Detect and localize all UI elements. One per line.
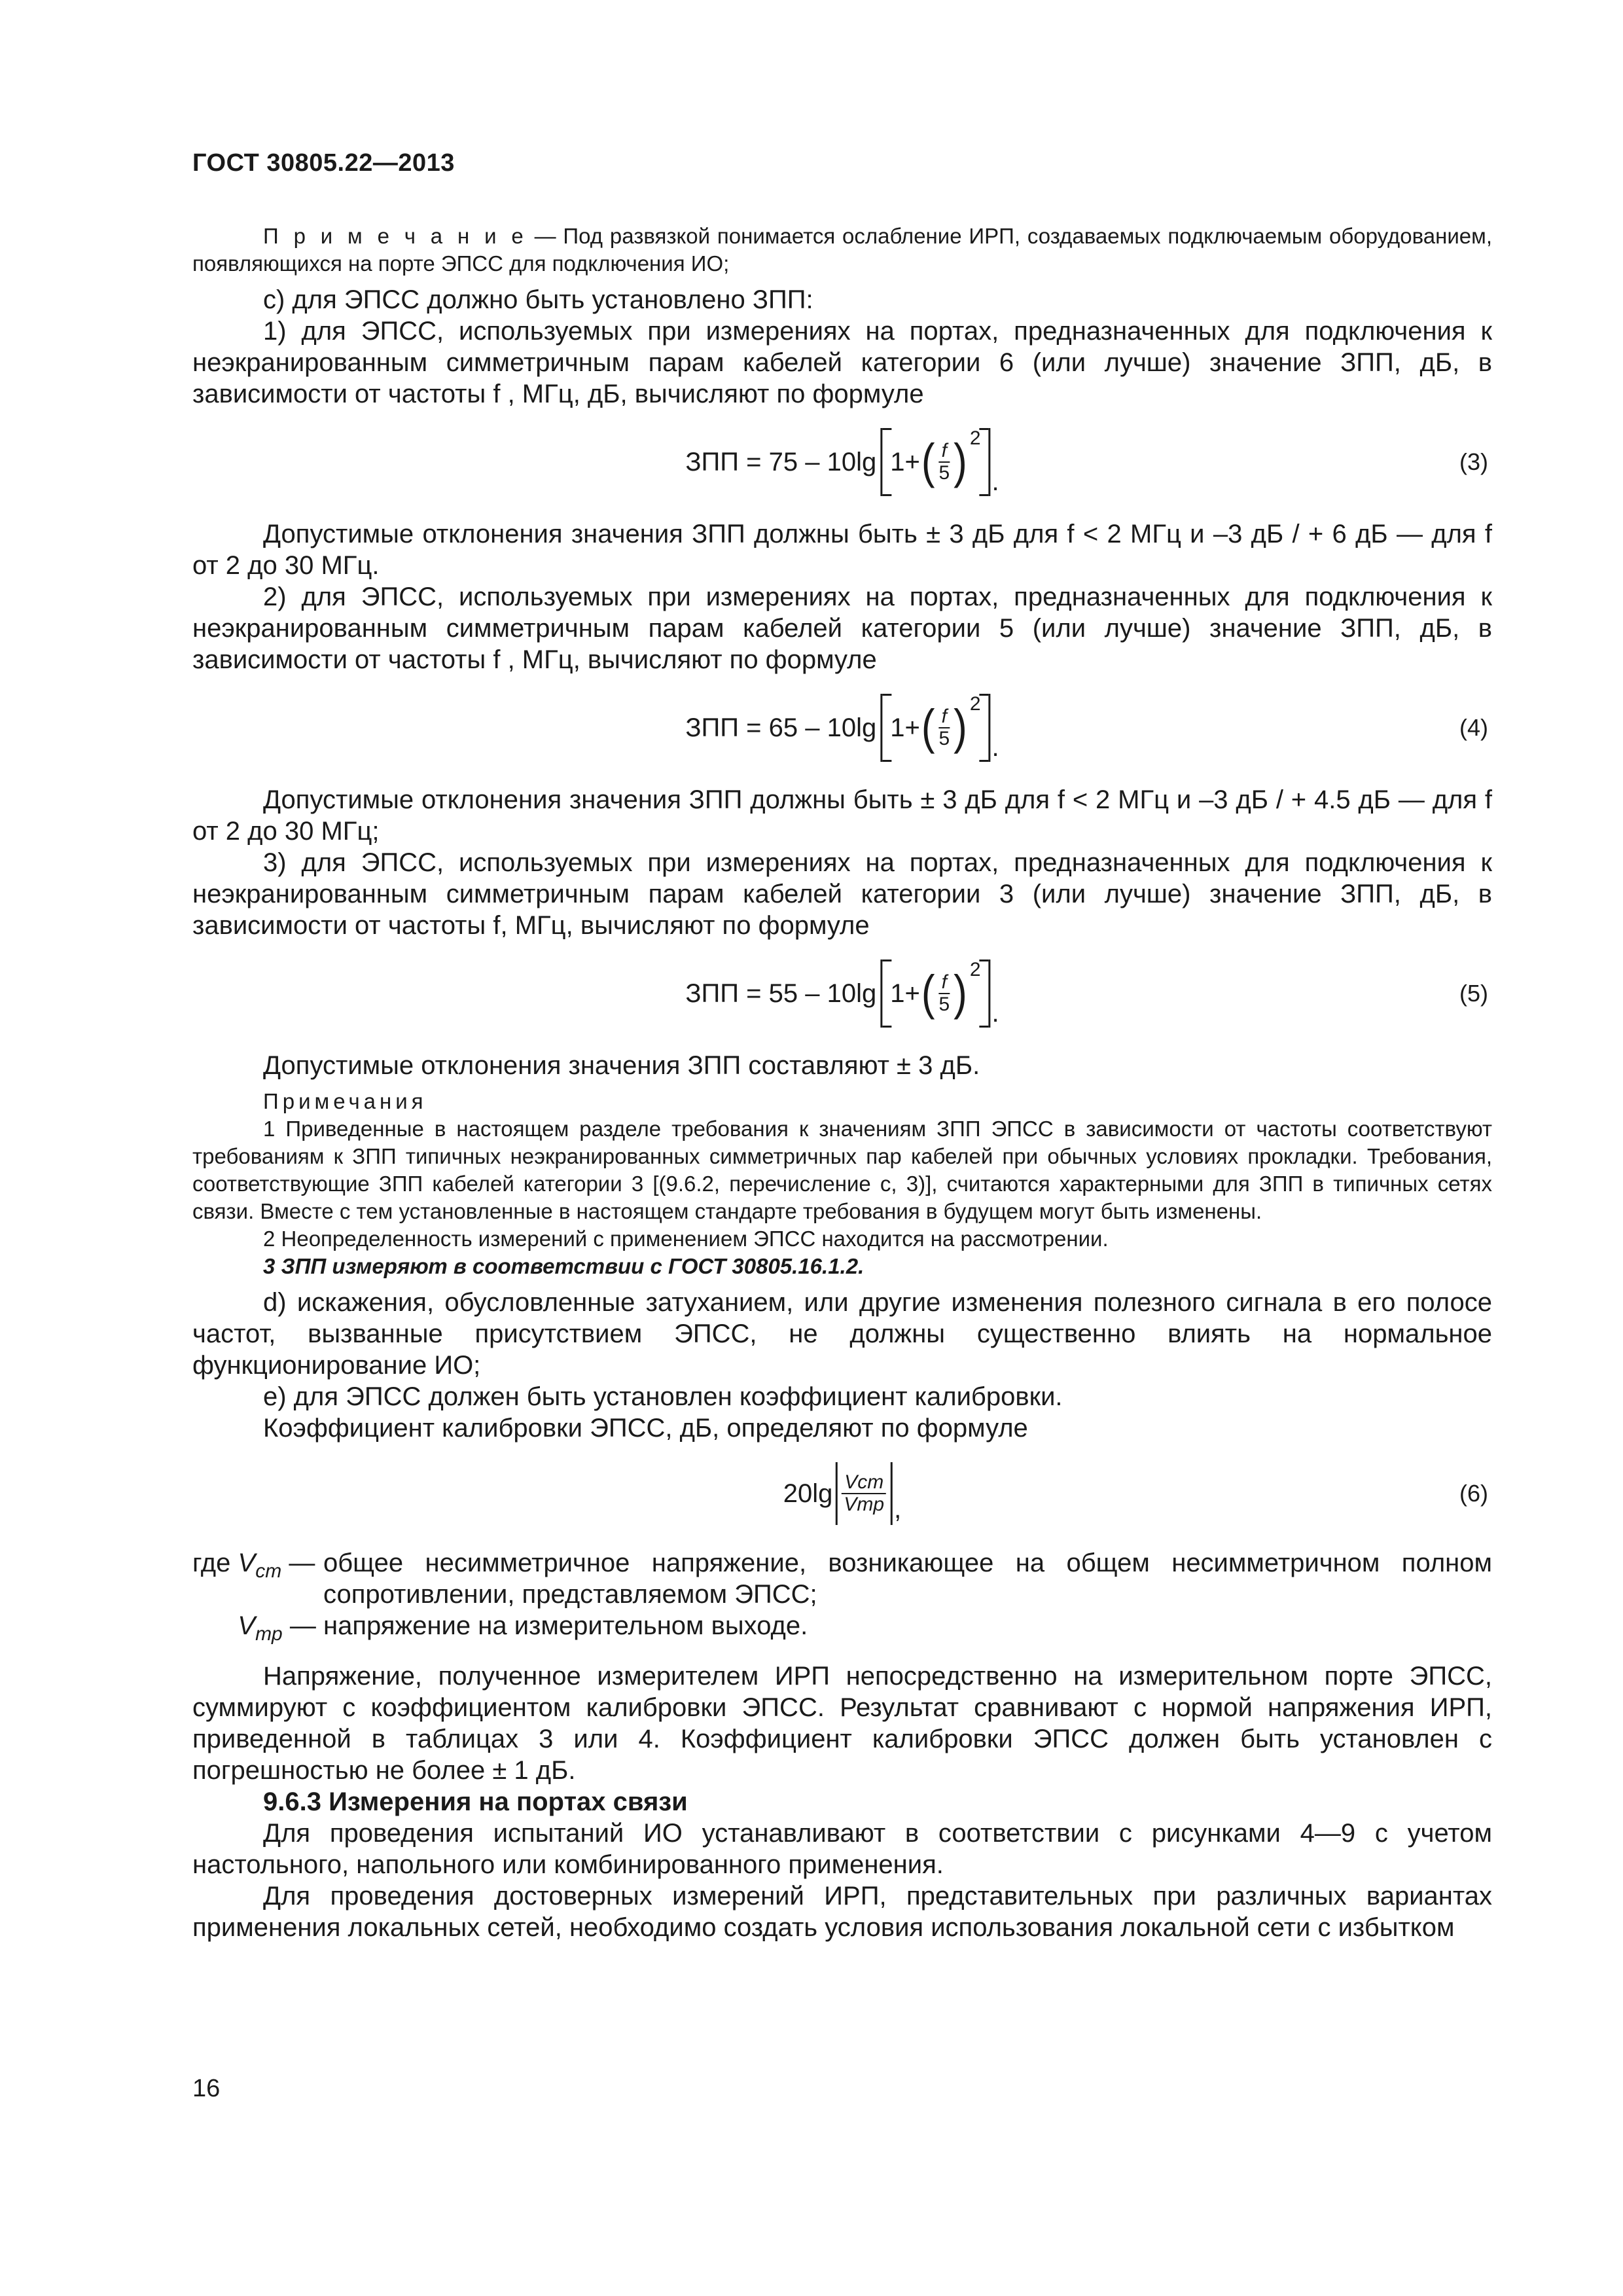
where-vmp-desc: напряжение на измерительном выходе. xyxy=(323,1611,808,1640)
formula-3-tail: . xyxy=(991,467,999,496)
note-2: 2 Неопределенность измерений с применением ЭПСС находится на рассмотрении. xyxy=(263,1227,1109,1251)
formula-4-paren-close: ) xyxy=(954,700,967,755)
formula-4-num: f xyxy=(939,706,950,728)
formula-3-power: 2 xyxy=(969,427,981,449)
formula-6-num: Vcm xyxy=(842,1472,886,1494)
formula-3-one: 1+ xyxy=(890,447,920,476)
vcm-subscript: cm xyxy=(255,1560,282,1582)
page-number: 16 xyxy=(192,2075,221,2102)
paragraph-c3: 3) для ЭПСС, используемых при измерениях на портах, предназначенных для подключения к неэкранированным симметричным парам кабелей категории 3 (или лучше) значение ЗПП, дБ, в зависимости от частоты f, МГц, вычисляют по формуле xyxy=(192,848,1492,940)
note-1: 1 Приведенные в настоящем разделе требования к значениям ЗПП ЭПСС в зависимости от частоты соответствуют требованиям к ЗПП типичных неэкранированных симметричных пар кабелей при обычных условиях прокладки. Требования, соответствующие ЗПП кабелей категории 3 [(9.6.2, перечисление с, 3)], считаются характерными для ЗПП в типичных сетях связи. Вместе с тем установленные в настоящем стандарте требования в будущем могут быть изменены. xyxy=(192,1117,1492,1223)
formula-6-tail: , xyxy=(894,1494,902,1524)
formula-5-fraction xyxy=(936,972,952,1015)
vcm-dash: — xyxy=(281,1549,315,1577)
formula-4-tail: . xyxy=(991,732,999,762)
paragraph-s2: Для проведения достоверных измерений ИРП, представительных при различных вариантах применения локальных сетей, необходимо создать условия использования локальной сети с избытком xyxy=(192,1882,1492,1942)
paragraph-dev2: Допустимые отклонения значения ЗПП должны быть ± 3 дБ для f < 2 МГц и –3 дБ / + 4.5 дБ — для f от 2 до 30 МГц; xyxy=(192,785,1492,846)
note-3: 3 ЗПП измеряют в соответствии с ГОСТ 30805.16.1.2. xyxy=(263,1254,865,1278)
formula-5-lhs: ЗПП = 55 – 10lg xyxy=(685,978,877,1008)
formula-4-power: 2 xyxy=(969,693,981,715)
formula-6-lhs: 20lg xyxy=(783,1479,833,1508)
formula-5-num: f xyxy=(939,972,950,994)
note-text: — Под развязкой понимается ослабление ИРП, создаваемых подключаемым оборудованием, появляющихся на порте ЭПСС для подключения ИО; xyxy=(192,224,1493,276)
paragraph-c1: 1) для ЭПСС, используемых при измерениях на портах, предназначенных для подключения к неэкранированным симметричным парам кабелей категории 6 (или лучше) значение ЗПП, дБ, в зависимости от частоты f , МГц, дБ, вычисляют по формуле xyxy=(192,317,1492,408)
paragraph-dev1: Допустимые отклонения значения ЗПП должны быть ± 3 дБ для f < 2 МГц и –3 дБ / + 6 дБ — для f от 2 до 30 МГц. xyxy=(192,520,1492,580)
formula-4-bracket xyxy=(880,694,990,762)
formula-5-paren-close: ) xyxy=(954,966,967,1020)
vmp-subscript: mp xyxy=(255,1623,283,1645)
formula-3-paren-open: ( xyxy=(921,435,935,489)
where-vcm-term xyxy=(192,1547,323,1610)
formula-5-bracket xyxy=(880,960,990,1028)
formula-4-lhs: ЗПП = 65 – 10lg xyxy=(685,713,877,742)
paragraph-voltage: Напряжение, полученное измерителем ИРП непосредственно на измерительном порте ЭПСС, суммируют с коэффициентом калибровки ЭПСС. Результат сравнивают с нормой напряжения ИРП, приведенной в таблицах 3 или 4. Коэффициент калибровки ЭПСС должен быть установлен с погрешностью не более ± 1 дБ. xyxy=(192,1662,1492,1785)
paragraph-d: d) искажения, обусловленные затуханием, или другие изменения полезного сигнала в его полосе частот, вызванные присутствием ЭПСС, не должны существенно влиять на нормальное функционирование ИО; xyxy=(192,1288,1492,1380)
note-label: П р и м е ч а н и е xyxy=(263,224,527,248)
formula-5 xyxy=(192,948,1492,1039)
formula-5-number: (5) xyxy=(1459,980,1488,1007)
where-vmp-term xyxy=(192,1610,323,1650)
paragraph-e: е) для ЭПСС должен быть установлен коэффициент калибровки. xyxy=(263,1382,1063,1411)
formula-6-den: Vmp xyxy=(844,1494,885,1515)
formula-6-abs xyxy=(835,1462,893,1525)
formula-3-number: (3) xyxy=(1459,448,1488,475)
formula-5-one: 1+ xyxy=(890,978,920,1008)
notes-title: Примечания xyxy=(263,1089,427,1113)
formula-3-lhs: ЗПП = 75 – 10lg xyxy=(685,447,877,476)
where-vcm xyxy=(192,1547,1492,1610)
vmp-dash: — xyxy=(282,1611,316,1640)
formula-3-num: f xyxy=(939,440,950,463)
note-isolation xyxy=(192,223,1492,278)
formula-5-paren-open: ( xyxy=(921,966,935,1020)
formula-3 xyxy=(192,416,1492,508)
formula-6-number: (6) xyxy=(1459,1480,1488,1507)
formula-4 xyxy=(192,682,1492,774)
paragraph-s1: Для проведения испытаний ИО устанавливают в соответствии с рисунками 4—9 с учетом настольного, напольного или комбинированного применения. xyxy=(192,1819,1492,1879)
formula-3-bracket xyxy=(880,428,990,496)
formula-4-number: (4) xyxy=(1459,714,1488,741)
page-content xyxy=(192,223,1492,1943)
paragraph-dev3: Допустимые отклонения значения ЗПП составляют ± 3 дБ. xyxy=(263,1051,980,1080)
formula-4-den: 5 xyxy=(938,728,950,749)
formula-5-tail: . xyxy=(991,998,999,1028)
vcm-symbol: V xyxy=(238,1549,256,1577)
where-vcm-desc: общее несимметричное напряжение, возникающее на общем несимметричном полном сопротивлении, представляемом ЭПСС; xyxy=(323,1549,1492,1609)
vmp-symbol: V xyxy=(238,1611,256,1640)
paragraph-e-formula-intro: Коэффициент калибровки ЭПСС, дБ, определяют по формуле xyxy=(263,1414,1028,1443)
document-code: ГОСТ 30805.22—2013 xyxy=(192,149,455,177)
paragraph-c-intro: с) для ЭПСС должно быть установлено ЗПП: xyxy=(263,285,813,314)
where-vmp xyxy=(192,1610,1492,1650)
where-word: где xyxy=(192,1549,231,1577)
formula-5-power: 2 xyxy=(969,959,981,980)
formula-3-fraction xyxy=(936,440,952,484)
formula-3-paren-close: ) xyxy=(954,435,967,489)
formula-3-den: 5 xyxy=(938,462,950,484)
paragraph-c2: 2) для ЭПСС, используемых при измерениях на портах, предназначенных для подключения к неэкранированным симметричным парам кабелей категории 5 (или лучше) значение ЗПП, дБ, в зависимости от частоты f , МГц, вычисляют по формуле xyxy=(192,583,1492,674)
formula-6-fraction xyxy=(841,1472,887,1515)
formula-6 xyxy=(192,1450,1492,1537)
formula-5-den: 5 xyxy=(938,994,950,1015)
formula-4-paren-open: ( xyxy=(921,700,935,755)
section-title: 9.6.3 Измерения на портах связи xyxy=(263,1787,688,1816)
formula-4-fraction xyxy=(936,706,952,749)
formula-4-one: 1+ xyxy=(890,713,920,742)
